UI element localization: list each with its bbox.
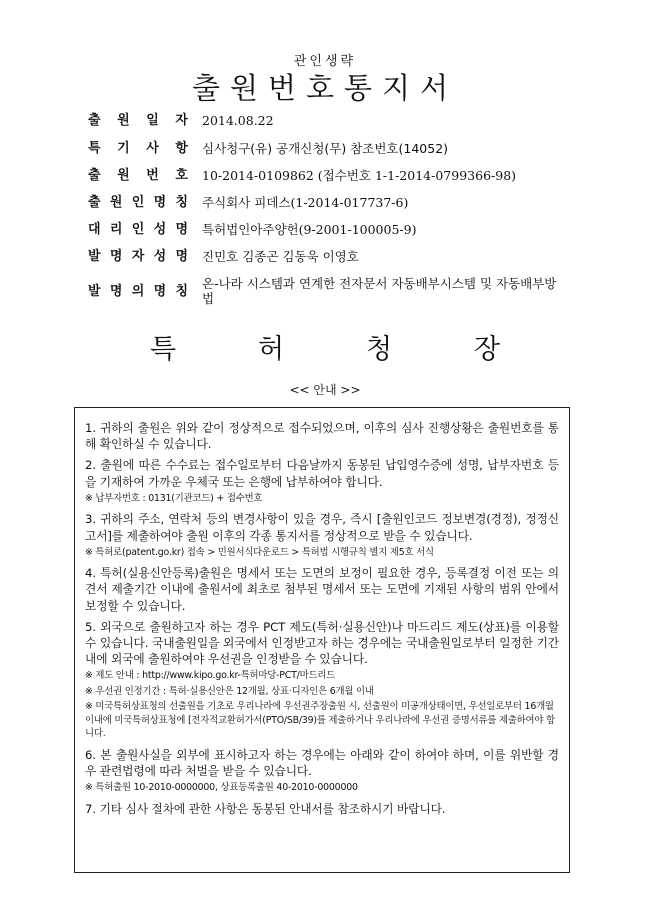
guide-item-4: 4. 특허(실용신안등록)출원은 명세서 또는 도면의 보정이 필요한 경우, 등록결정 이전 또는 의견서 제출기간 이내에 출원서에 최초로 첨부된 명세서 또는 도면에 기재된 사항의 범위 안에서 보정할 수 있습니다. — [85, 566, 559, 613]
field-label-char: 원 — [117, 168, 130, 183]
field-label-char: 출 — [88, 168, 101, 183]
guide-box — [74, 407, 570, 873]
office-name — [150, 327, 500, 366]
field-label-char: 칭 — [175, 284, 188, 299]
guide-item-5: 5. 외국으로 출원하고자 하는 경우 PCT 제도(특허·실용신안)나 마드리드 제도(상표)를 이용할 수 있습니다. 국내출원일을 외국에서 인정받고자 하는 경우에는 국내출원일로부터 일정한 기간 내에 외국에 출원하여야 우선권을 인정받을 수 있습니다. — [85, 619, 559, 667]
field-label-inventor-names — [88, 249, 188, 265]
field-row-inventor-names — [88, 249, 359, 265]
office-name-char: 장 — [473, 334, 500, 365]
guide-note-5b: ※ 우선권 인정기간 : 특허·실용신안은 12개월, 상표·디자인은 6개월 이내 — [85, 685, 374, 697]
field-label-char: 출 — [88, 113, 101, 128]
field-label-char: 명 — [109, 284, 123, 299]
field-value-application-number: 10-2014-0109862 (접수번호 1-1-2014-0799366-98) — [202, 168, 517, 183]
field-label-char: 명 — [175, 249, 188, 264]
field-value-applicant-name: 주식회사 피데스(1-2014-017737-6) — [202, 195, 409, 210]
field-label-filing-date — [88, 113, 188, 129]
field-label-char: 출 — [88, 195, 101, 210]
document-subtitle: 관인생략 — [293, 54, 357, 69]
guide-heading: << 안내 >> — [289, 383, 361, 397]
field-row-remarks — [88, 141, 448, 157]
field-value-filing-date: 2014.08.22 — [202, 113, 274, 128]
field-label-char: 원 — [117, 113, 130, 128]
field-label-char: 의 — [131, 284, 145, 299]
field-label-char: 성 — [153, 222, 167, 237]
guide-item-7: 7. 기타 심사 절차에 관한 사항은 동봉된 안내서를 참조하시기 바랍니다. — [85, 801, 446, 816]
field-label-char: 발 — [88, 249, 101, 264]
office-name-char: 청 — [365, 334, 393, 365]
field-label-char: 자 — [131, 249, 145, 264]
guide-item-1: 1. 귀하의 출원은 위와 같이 정상적으로 접수되었으며, 이후의 심사 진행상황은 출원번호를 통해 확인하실 수 있습니다. — [85, 421, 559, 452]
field-label-invention-title — [88, 284, 188, 300]
field-label-char: 자 — [175, 113, 188, 128]
field-label-char: 명 — [153, 284, 167, 299]
guide-note-6: ※ 특허출원 10-2010-0000000, 상표등록출원 40-2010-0000000 — [85, 782, 358, 794]
field-label-char: 명 — [109, 249, 123, 264]
field-value-invention-title: 온-나라 시스템과 연계한 전자문서 자동배부시스템 및 자동배부방법 — [202, 276, 557, 306]
field-row-application-number — [88, 168, 516, 184]
field-label-char: 원 — [109, 195, 123, 210]
field-value-inventor-names: 진민호 김종곤 김동욱 이영호 — [202, 249, 359, 264]
guide-item-6: 6. 본 출원사실을 외부에 표시하고자 하는 경우에는 아래와 같이 하여야 하며, 이를 위반할 경우 관련법령에 따라 처벌을 받을 수 있습니다. — [85, 747, 559, 779]
guide-item-2: 2. 출원에 따른 수수료는 접수일로부터 다음날까지 동봉된 납입영수증에 성명, 납부자번호 등을 기재하여 가까운 우체국 또는 은행에 납부하여야 합니다. — [85, 458, 559, 489]
field-label-char: 칭 — [175, 195, 188, 210]
field-label-char: 기 — [117, 141, 130, 156]
field-label-char: 대 — [88, 222, 101, 237]
field-value-remarks: 심사청구(유) 공개신청(무) 참조번호(14052) — [202, 141, 449, 156]
field-label-char: 발 — [88, 284, 101, 299]
field-label-char: 특 — [88, 141, 101, 156]
guide-note-5c: ※ 미국특허상표청의 선출원을 기초로 우리나라에 우선권주장출원 시, 선출원이 미공개상태이면, 우선일로부터 16개월 이내에 미국특허상표청에 [전자적교환허가서(PTO/SB/39)를 제출하거나 우리나라에 우선권 증명서류를 제출하여야 합니다. — [85, 701, 555, 740]
guide-note-2: ※ 납부자번호 : 0131(기관코드) + 접수번호 — [85, 492, 263, 504]
field-label-char: 사 — [146, 141, 159, 156]
field-label-char: 성 — [153, 249, 167, 264]
field-value-agent-name: 특허법인아주양헌(9-2001-100005-9) — [202, 222, 417, 237]
field-label-char: 일 — [146, 113, 159, 128]
field-label-char: 명 — [175, 222, 188, 237]
guide-note-3: ※ 특허로(patent.go.kr) 접속 > 민원서식다운로드 > 특허법 시행규칙 별지 제5호 서식 — [85, 546, 434, 558]
field-label-char: 리 — [109, 222, 123, 237]
office-name-char: 특 — [150, 334, 177, 365]
field-label-application-number — [88, 168, 188, 184]
guide-note-5a: ※ 제도 안내 : http://www.kipo.go.kr-특허마당-PCT/마드리드 — [85, 670, 336, 682]
field-label-remarks — [88, 141, 188, 157]
field-label-char: 항 — [175, 141, 188, 156]
field-label-char: 호 — [175, 168, 188, 183]
office-name-char: 허 — [257, 334, 285, 365]
field-label-char: 번 — [146, 168, 159, 183]
field-row-filing-date — [88, 113, 274, 129]
field-row-invention-title — [88, 276, 568, 306]
document-title: 출원번호통지서 — [191, 71, 459, 105]
field-row-agent-name — [88, 222, 416, 238]
field-label-char: 인 — [131, 195, 145, 210]
field-label-agent-name — [88, 222, 188, 238]
guide-item-3: 3. 귀하의 주소, 연락처 등의 변경사항이 있을 경우, 즉시 [출원인코드 정보변경(경정), 정정신고서]를 제출하여야 출원 이후의 각종 통지서를 정상적으로 받을 수 있습니다. — [85, 512, 559, 543]
field-label-char: 인 — [131, 222, 145, 237]
field-label-applicant-name — [88, 195, 188, 211]
field-row-applicant-name — [88, 195, 408, 211]
field-label-char: 명 — [153, 195, 167, 210]
